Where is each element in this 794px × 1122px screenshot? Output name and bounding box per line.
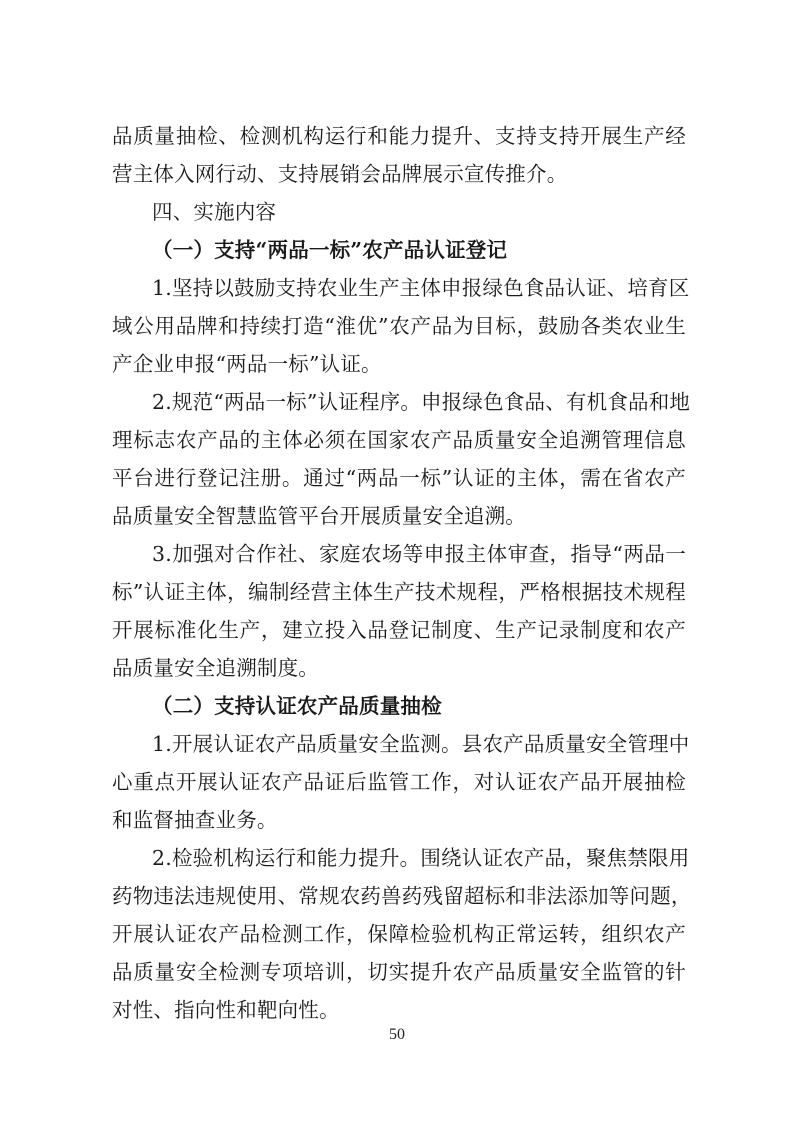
- body-text-line: 品质量安全检测专项培训，切实提升农产品质量安全监管的针: [112, 960, 686, 984]
- body-text-line: 1.坚持以鼓励支持农业生产主体申报绿色食品认证、培育区: [152, 276, 690, 300]
- page-number: 50: [389, 1026, 405, 1043]
- body-text-line: 1.开展认证农产品质量安全监测。县农产品质量安全管理中: [152, 732, 690, 756]
- body-text-line: 营主体入网行动、支持展销会品牌展示宣传推介。: [112, 162, 568, 186]
- subsection-heading: （二）支持认证农产品质量抽检: [152, 694, 442, 718]
- section-heading: 四、实施内容: [152, 200, 277, 224]
- body-text-line: 开展认证农产品检测工作，保障检验机构正常运转，组织农产: [112, 922, 686, 946]
- body-text-line: 产企业申报“两品一标”认证。: [112, 352, 382, 376]
- body-text-line: 2.规范“两品一标”认证程序。申报绿色食品、有机食品和地: [152, 390, 691, 414]
- body-text-line: 开展标准化生产，建立投入品登记制度、生产记录制度和农产: [112, 618, 686, 642]
- body-text-line: 和监督抽查业务。: [112, 808, 278, 832]
- body-text-line: 品质量安全追溯制度。: [112, 656, 319, 680]
- body-text-line: 平台进行登记注册。通过“两品一标”认证的主体，需在省农产: [112, 466, 686, 490]
- body-text-line: 品质量抽检、检测机构运行和能力提升、支持支持开展生产经: [112, 124, 686, 148]
- body-text-line: 3.加强对合作社、家庭农场等申报主体审查，指导“两品一: [152, 542, 686, 566]
- body-text-line: 药物违法违规使用、常规农药兽药残留超标和非法添加等问题，: [112, 884, 692, 908]
- body-text-line: 标”认证主体，编制经营主体生产技术规程，严格根据技术规程: [112, 580, 686, 604]
- body-text-line: 域公用品牌和持续打造“淮优”农产品为目标，鼓励各类农业生: [112, 314, 686, 338]
- body-text-line: 2.检验机构运行和能力提升。围绕认证农产品，聚焦禁限用: [152, 846, 690, 870]
- body-text-line: 品质量安全智慧监管平台开展质量安全追溯。: [112, 504, 526, 528]
- body-text-line: 对性、指向性和靶向性。: [112, 998, 340, 1022]
- subsection-heading: （一）支持“两品一标”农产品认证登记: [152, 238, 508, 262]
- body-text-line: 心重点开展认证农产品证后监管工作，对认证农产品开展抽检: [112, 770, 686, 794]
- body-text-line: 理标志农产品的主体必须在国家农产品质量安全追溯管理信息: [112, 428, 686, 452]
